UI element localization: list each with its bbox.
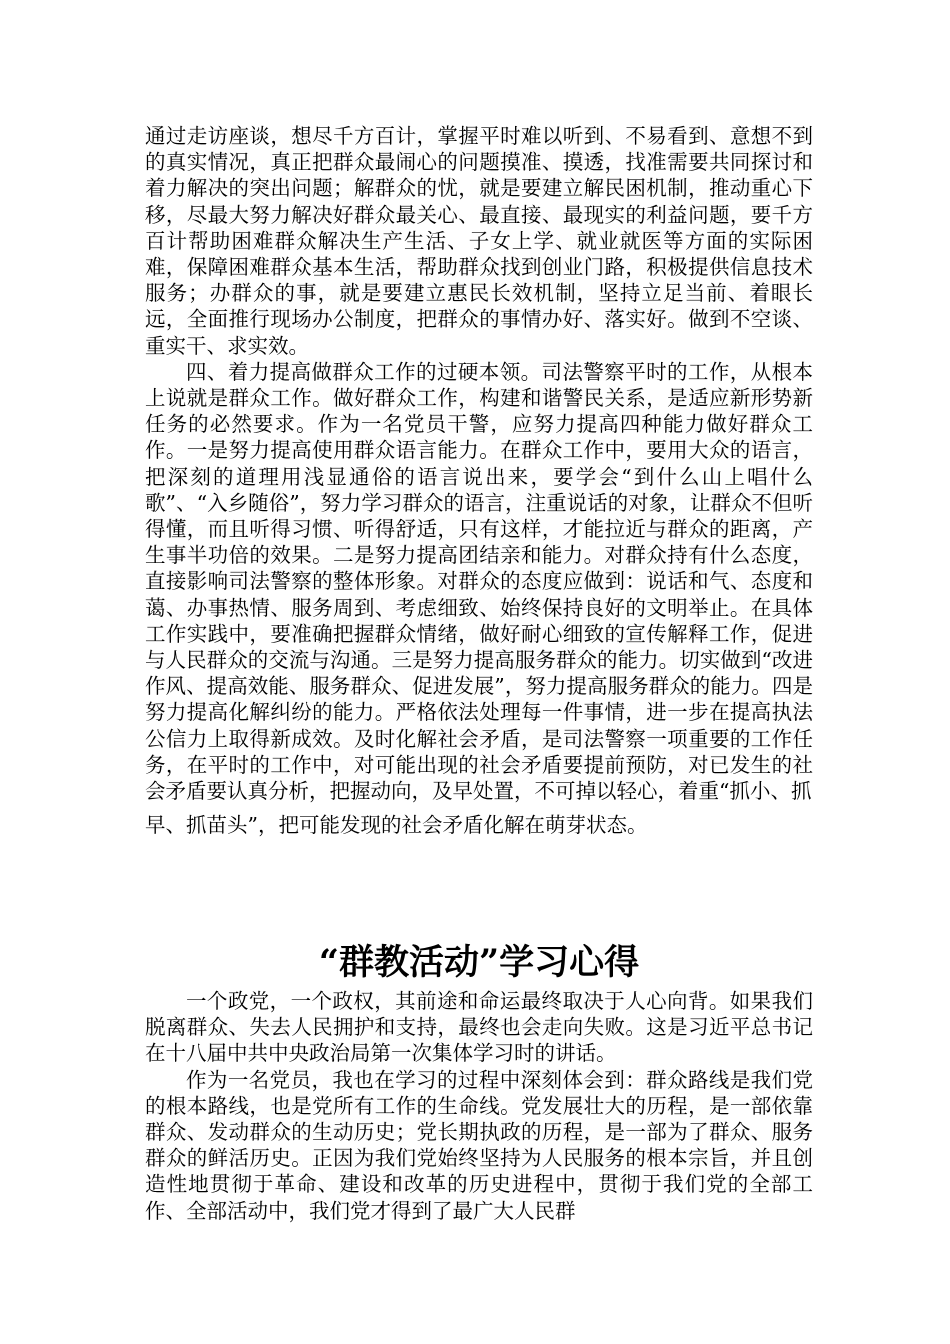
intro-paragraph: 一个政党，一个政权，其前途和命运最终取决于人心向背。如果我们脱离群众、失去人民拥护和支持，最终也会走向失败。这是习近平总书记在十八届中共中央政治局第一次集体学习时的讲话。 [145,989,813,1066]
bottom-text-block [145,988,813,1224]
section-four-paragraph: 四、着力提高做群众工作的过硬本领。司法警察平时的工作，从根本上说就是群众工作。做好群众工作，构建和谐警民关系，是适应新形势新任务的必然要求。作为一名党员干警，应努力提高四种能力做好群众工作。一是努力提高使用群众语言能力。在群众工作中，要用大众的语言，把深刻的道理用浅显通俗的语言说出来，要学会“到什么山上唱什么歌”、“入乡随俗”，努力学习群众的语言，注重说话的对象，让群众不但听得懂，而且听得习惯、听得舒适，只有这样，才能拉近与群众的距离，产生事半功倍的效果。二是努力提高团结亲和能力。对群众持有什么态度，直接影响司法警察的整体形象。对群众的态度应做到：说话和气、态度和蔼、办事热情、服务周到、考虑细致、始终保持良好的文明举止。在具体工作实践中，要准确把握群众情绪，做好耐心细致的宣传解释工作，促进与人民群众的交流与沟通。三是努力提高服务群众的能力。切实做到“改进作风、提高效能、服务群众、促进发展”，努力提高服务群众的能力。四是努力提高化解纠纷的能力。严格依法处理每一件事情，进一步在提高执法公信力上取得新成效。及时化解社会矛盾，是司法警察一项重要的工作任务，在平时的工作中，对可能出现的社会矛盾要提前预防，对已发生的社会矛盾要认真分析，把握动向，及早处置，不可掉以轻心，着重“抓小、抓 [145,359,813,804]
article-title: “群教活动”学习心得 [318,942,640,984]
second-paragraph: 作为一名党员，我也在学习的过程中深刻体会到：群众路线是我们党的根本路线，也是党所有工作的生命线。党发展壮大的历程，是一部依靠群众、发动群众的生动历史；党长期执政的历程，是一部为了群众、服务群众的鲜活历史。正因为我们党始终坚持为人民服务的根本宗旨，并且创造性地贯彻于革命、建设和改革的历史进程中，贯彻于我们党的全部工作、全部活动中，我们党才得到了最广大人民群 [145,1067,813,1223]
top-text-block [145,123,813,838]
continued-paragraph: 通过走访座谈，想尽千方百计，掌握平时难以听到、不易看到、意想不到的真实情况，真正把群众最闹心的问题摸准、摸透，找准需要共同探讨和着力解决的突出问题；解群众的忧，就是要建立解民困机制，推动重心下移，尽最大努力解决好群众最关心、最直接、最现实的利益问题，要千方百计帮助困难群众解决生产生活、子女上学、就业就医等方面的实际困难，保障困难群众基本生活，帮助群众找到创业门路，积极提供信息技术服务；办群众的事，就是要建立惠民长效机制，坚持立足当前、着眼长远，全面推行现场办公制度，把群众的事情办好、落实好。做到不空谈、重实干、求实效。 [145,124,813,358]
section-four-tail: 早、抓苗头”，把可能发现的社会矛盾化解在萌芽状态。 [145,813,648,838]
